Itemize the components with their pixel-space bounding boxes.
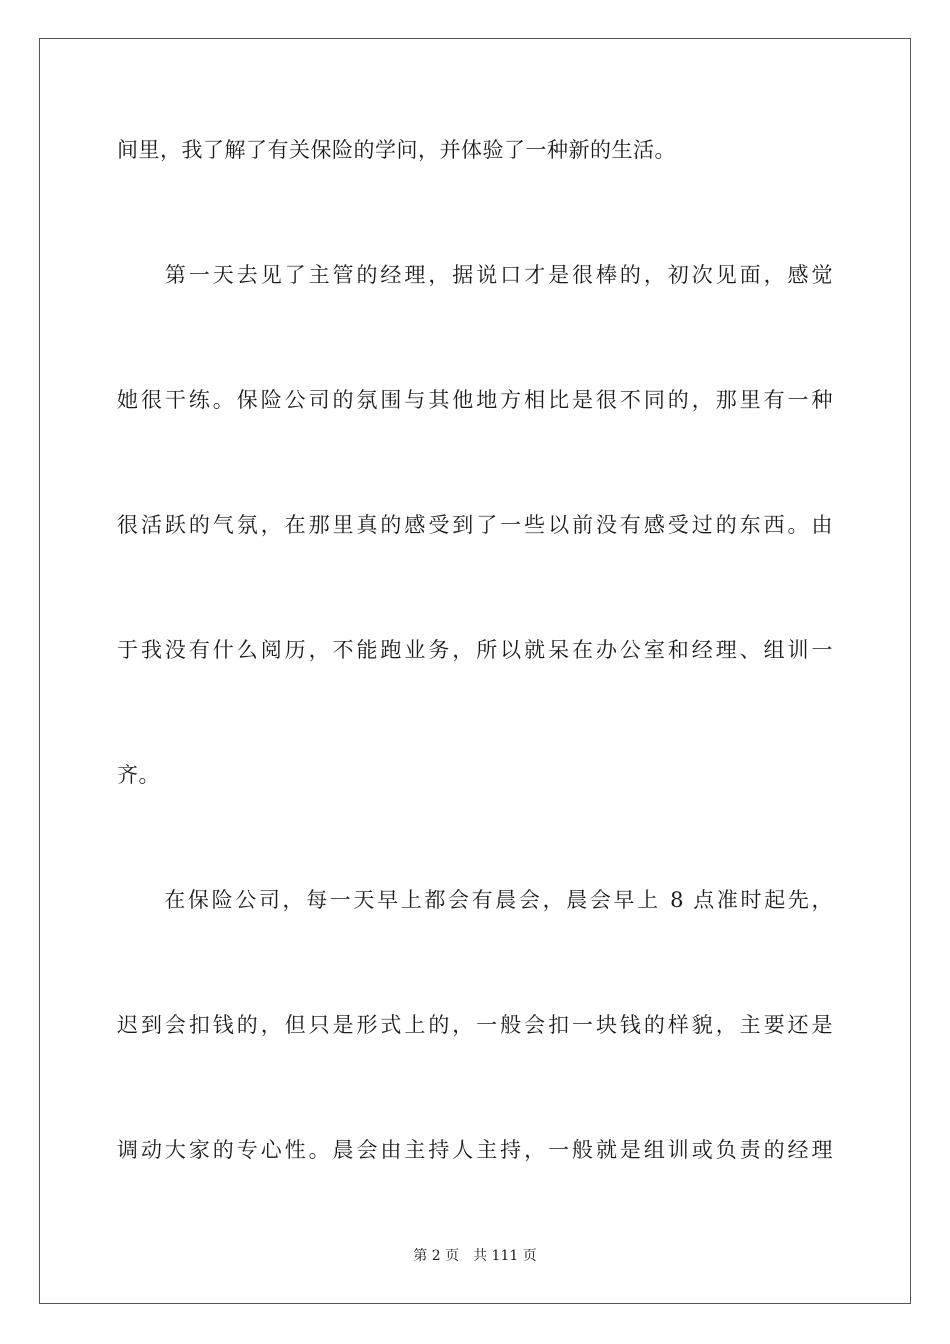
page-number-footer: 第 2 页 共 111 页 — [413, 1248, 537, 1264]
text-line-3: 她很干练。保险公司的氛围与其他地方相比是很不同的，那里有一种 — [117, 388, 833, 412]
text-line-7: 在保险公司，每一天早上都会有晨会，晨会早上 8 点准时起先， — [117, 888, 833, 912]
text-line-8: 迟到会扣钱的，但只是形式上的，一般会扣一块钱的样貌，主要还是 — [117, 1013, 833, 1037]
text-line-1: 间里，我了解了有关保险的学问，并体验了一种新的生活。 — [117, 138, 676, 162]
text-line-5: 于我没有什么阅历，不能跑业务，所以就呆在办公室和经理、组训一 — [117, 638, 833, 662]
text-line-6: 齐。 — [117, 763, 160, 787]
text-line-9: 调动大家的专心性。晨会由主持人主持，一般就是组训或负责的经理 — [117, 1138, 833, 1162]
text-line-2: 第一天去见了主管的经理，据说口才是很棒的，初次见面，感觉 — [117, 263, 833, 287]
page-border — [39, 38, 911, 1304]
text-line-4: 很活跃的气氛，在那里真的感受到了一些以前没有感受过的东西。由 — [117, 513, 833, 537]
